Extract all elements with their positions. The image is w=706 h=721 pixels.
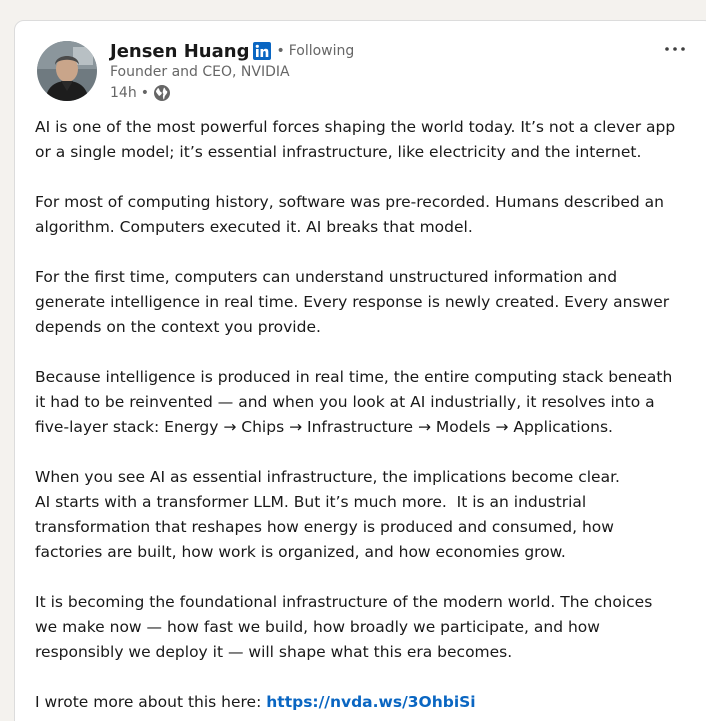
more-horizontal-icon (664, 46, 686, 52)
linkedin-icon (253, 42, 271, 60)
avatar[interactable] (37, 41, 97, 101)
post-paragraph (35, 465, 705, 565)
author-row (110, 39, 354, 63)
post-paragraph (35, 365, 705, 440)
text-line: For most of computing history, software was pre-recorded. Humans described an (35, 193, 665, 211)
text-line: transformation that reshapes how energy is produced and consumed, how (35, 518, 614, 536)
more-options-button[interactable] (662, 39, 688, 59)
post-body (35, 115, 705, 715)
post-paragraph (35, 190, 705, 240)
article-link[interactable]: https://nvda.ws/3OhbiSi (266, 693, 476, 711)
text-line: AI is one of the most powerful forces shaping the world today. It’s not a clever app (35, 118, 676, 136)
post-paragraph (35, 590, 705, 665)
text-line: AI starts with a transformer LLM. But it’s much more. It is an industrial (35, 493, 587, 511)
separator-dot: • (140, 85, 149, 101)
text-line: factories are built, how work is organized, and how economies grow. (35, 543, 566, 561)
post-paragraph (35, 115, 705, 165)
author-headline: Founder and CEO, NVIDIA (110, 64, 290, 80)
text-line: five-layer stack: Energy → Chips → Infrastructure → Models → Applications. (35, 418, 613, 436)
post-paragraph (35, 690, 705, 715)
separator-dot: • (276, 43, 285, 59)
text-line: It is becoming the foundational infrastructure of the modern world. The choices (35, 593, 653, 611)
text-line: algorithm. Computers executed it. AI breaks that model. (35, 218, 473, 236)
closing-text: I wrote more about this here: (35, 693, 267, 711)
globe-icon (153, 84, 171, 102)
text-line: For the first time, computers can understand unstructured information and (35, 268, 618, 286)
post-timestamp: 14h (110, 85, 137, 101)
text-line: When you see AI as essential infrastructure, the implications become clear. (35, 468, 620, 486)
text-line: Because intelligence is produced in real time, the entire computing stack beneath (35, 368, 673, 386)
text-line: responsibly we deploy it — will shape what this era becomes. (35, 643, 513, 661)
text-line: or a single model; it’s essential infrastructure, like electricity and the internet. (35, 143, 642, 161)
text-line: generate intelligence in real time. Every response is newly created. Every answer (35, 293, 670, 311)
avatar-photo (37, 41, 97, 101)
text-line: depends on the context you provide. (35, 318, 321, 336)
author-name[interactable]: Jensen Huang (110, 40, 250, 62)
post-meta (110, 84, 171, 102)
post-paragraph (35, 265, 705, 340)
follow-status[interactable]: Following (288, 43, 355, 59)
text-line: we make now — how fast we build, how broadly we participate, and how (35, 618, 600, 636)
text-line: it had to be reinvented — and when you look at AI industrially, it resolves into a (35, 393, 655, 411)
post-card (14, 20, 706, 721)
